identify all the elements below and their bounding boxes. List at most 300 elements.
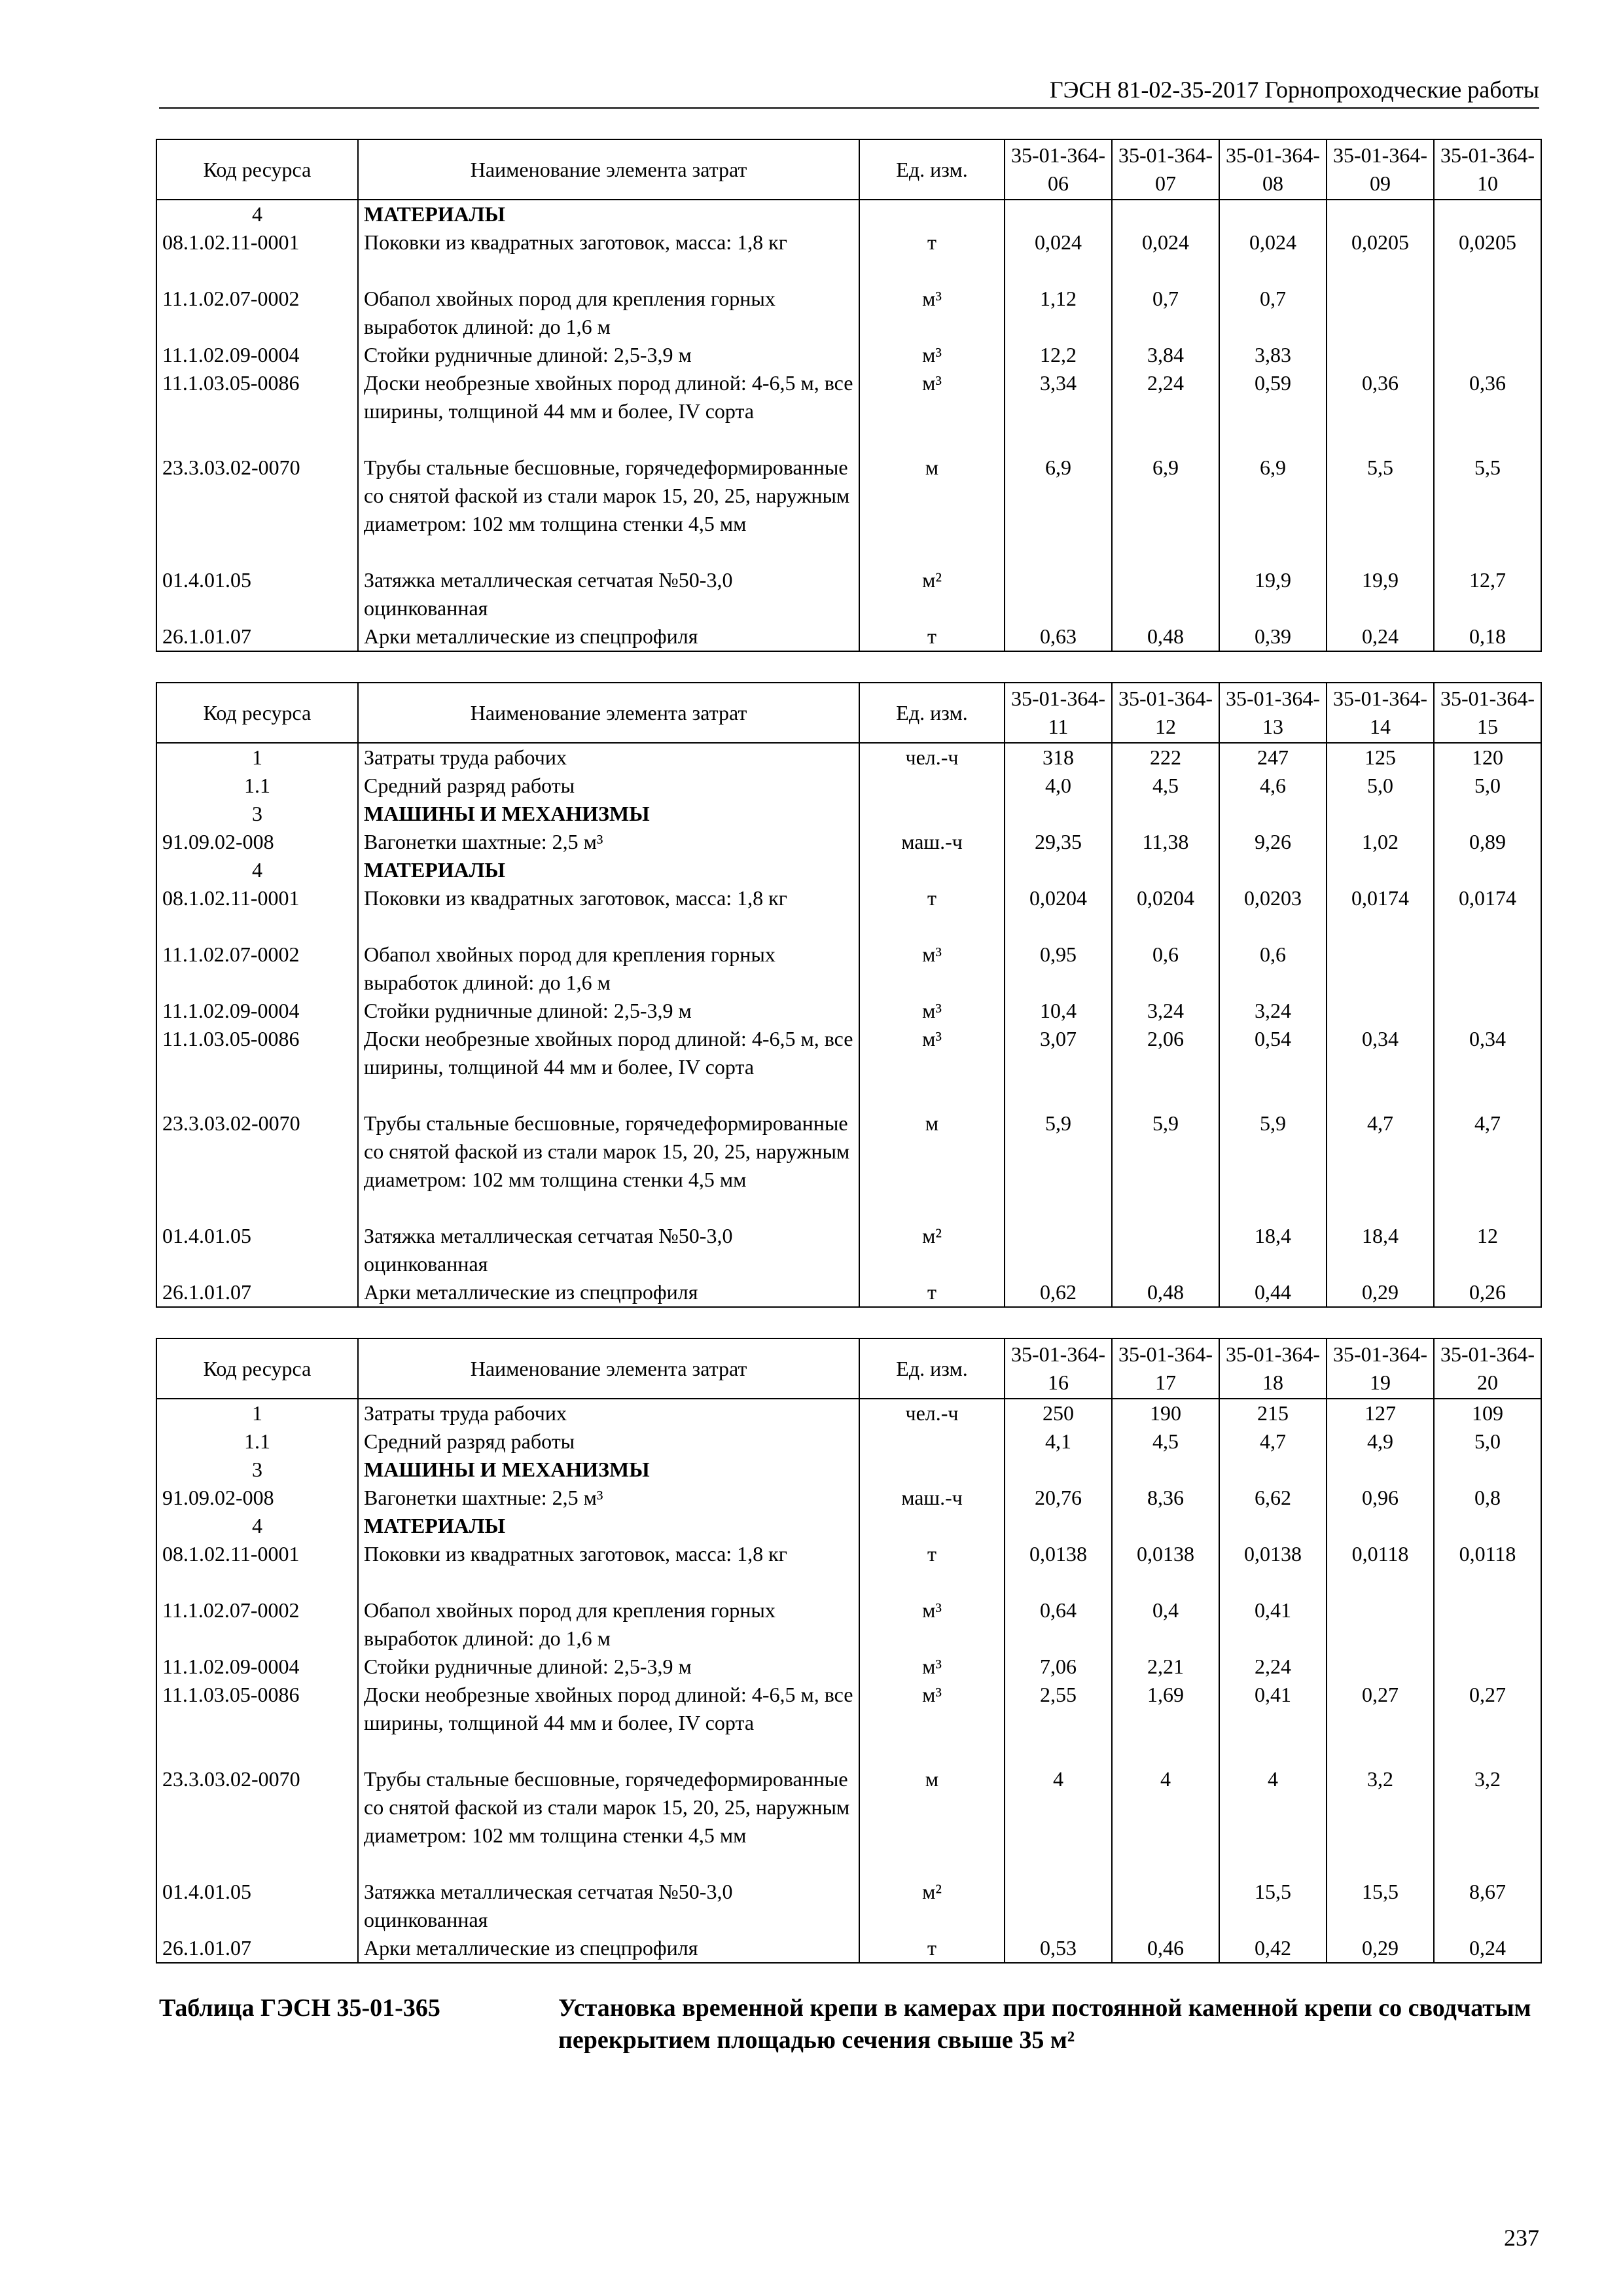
section-row xyxy=(156,200,1541,228)
resource-code: 1 xyxy=(156,1399,358,1427)
header-name: Наименование элемента затрат xyxy=(358,139,859,200)
value-cell: 4,6 xyxy=(1219,772,1327,800)
resource-code: 26.1.01.07 xyxy=(156,1934,358,1963)
value-cell: 0,34 xyxy=(1327,1025,1434,1109)
value-cell: 18,4 xyxy=(1219,1222,1327,1278)
resource-code: 23.3.03.02-0070 xyxy=(156,454,358,566)
resource-row xyxy=(156,1540,1541,1596)
table-body xyxy=(156,1399,1541,1963)
resource-name: Затяжка металлическая сетчатая №50-3,0 оцинкованная xyxy=(358,1222,859,1278)
resource-code: 3 xyxy=(156,800,358,828)
value-cell xyxy=(1005,800,1112,828)
value-cell: 12 xyxy=(1434,1222,1541,1278)
resource-code: 91.09.02-008 xyxy=(156,828,358,856)
unit-cell: чел.-ч xyxy=(859,743,1005,772)
header-unit: Ед. изм. xyxy=(859,1338,1005,1399)
value-cell: 127 xyxy=(1327,1399,1434,1427)
header-name: Наименование элемента затрат xyxy=(358,1338,859,1399)
unit-cell: м² xyxy=(859,1222,1005,1278)
resource-name: Поковки из квадратных заготовок, масса: 1,8 кг xyxy=(358,228,859,285)
resource-row xyxy=(156,1765,1541,1878)
value-cell: 2,06 xyxy=(1112,1025,1219,1109)
header-norm-code: 35-01-364-11 xyxy=(1005,683,1112,743)
header-code: Код ресурса xyxy=(156,683,358,743)
unit-cell: маш.-ч xyxy=(859,828,1005,856)
section-title: МАТЕРИАЛЫ xyxy=(358,200,859,228)
value-cell: 120 xyxy=(1434,743,1541,772)
resource-code: 1.1 xyxy=(156,1427,358,1456)
value-cell: 0,0204 xyxy=(1005,884,1112,941)
unit-cell: т xyxy=(859,1934,1005,1963)
value-cell: 3,34 xyxy=(1005,369,1112,454)
value-cell: 0,0118 xyxy=(1434,1540,1541,1596)
value-cell: 1,69 xyxy=(1112,1681,1219,1765)
resource-name: Стойки рудничные длиной: 2,5-3,9 м xyxy=(358,997,859,1025)
resource-code: 11.1.02.09-0004 xyxy=(156,997,358,1025)
resource-code: 08.1.02.11-0001 xyxy=(156,1540,358,1596)
value-cell: 5,9 xyxy=(1112,1109,1219,1222)
unit-cell: м² xyxy=(859,566,1005,622)
resource-row xyxy=(156,1399,1541,1427)
value-cell: 2,21 xyxy=(1112,1653,1219,1681)
resource-row xyxy=(156,1934,1541,1963)
value-cell: 0,48 xyxy=(1112,1278,1219,1307)
value-cell: 5,5 xyxy=(1434,454,1541,566)
value-cell: 0,024 xyxy=(1005,228,1112,285)
table-header-row xyxy=(156,139,1541,200)
value-cell: 4,5 xyxy=(1112,1427,1219,1456)
value-cell: 19,9 xyxy=(1327,566,1434,622)
resource-code: 91.09.02-008 xyxy=(156,1484,358,1512)
value-cell xyxy=(1327,285,1434,341)
resource-row xyxy=(156,772,1541,800)
value-cell xyxy=(1434,800,1541,828)
table-body xyxy=(156,743,1541,1307)
header-norm-code: 35-01-364-06 xyxy=(1005,139,1112,200)
value-cell: 4,7 xyxy=(1327,1109,1434,1222)
value-cell: 109 xyxy=(1434,1399,1541,1427)
resource-code: 08.1.02.11-0001 xyxy=(156,884,358,941)
value-cell: 4,7 xyxy=(1434,1109,1541,1222)
section-title: МАТЕРИАЛЫ xyxy=(358,1512,859,1540)
value-cell: 4,5 xyxy=(1112,772,1219,800)
resource-name: Арки металлические из спецпрофиля xyxy=(358,622,859,651)
value-cell: 0,29 xyxy=(1327,1278,1434,1307)
value-cell: 3,83 xyxy=(1219,341,1327,369)
resource-name: Трубы стальные бесшовные, горячедеформированные со снятой фаской из стали марок 15, 20, 25, наружным диаметром: 102 мм толщина стенки 4,5 мм xyxy=(358,1109,859,1222)
header-norm-code: 35-01-364-08 xyxy=(1219,139,1327,200)
unit-cell: м² xyxy=(859,1878,1005,1934)
value-cell: 4,7 xyxy=(1219,1427,1327,1456)
value-cell: 0,0138 xyxy=(1112,1540,1219,1596)
value-cell xyxy=(1005,566,1112,622)
value-cell xyxy=(1434,200,1541,228)
value-cell xyxy=(1005,856,1112,884)
value-cell: 8,36 xyxy=(1112,1484,1219,1512)
value-cell: 2,24 xyxy=(1112,369,1219,454)
value-cell: 18,4 xyxy=(1327,1222,1434,1278)
header-norm-code: 35-01-364-16 xyxy=(1005,1338,1112,1399)
value-cell: 29,35 xyxy=(1005,828,1112,856)
value-cell: 0,46 xyxy=(1112,1934,1219,1963)
value-cell: 0,27 xyxy=(1327,1681,1434,1765)
unit-cell: м³ xyxy=(859,285,1005,341)
resource-name: Трубы стальные бесшовные, горячедеформированные со снятой фаской из стали марок 15, 20, 25, наружным диаметром: 102 мм толщина стенки 4,5 мм xyxy=(358,454,859,566)
unit-cell xyxy=(859,1512,1005,1540)
value-cell: 0,8 xyxy=(1434,1484,1541,1512)
value-cell xyxy=(1005,1456,1112,1484)
unit-cell: м³ xyxy=(859,997,1005,1025)
value-cell xyxy=(1434,285,1541,341)
unit-cell: т xyxy=(859,622,1005,651)
unit-cell xyxy=(859,200,1005,228)
resource-code: 11.1.02.07-0002 xyxy=(156,941,358,997)
value-cell: 12,2 xyxy=(1005,341,1112,369)
value-cell: 9,26 xyxy=(1219,828,1327,856)
resource-code: 26.1.01.07 xyxy=(156,1278,358,1307)
header-code: Код ресурса xyxy=(156,1338,358,1399)
section-row xyxy=(156,1456,1541,1484)
value-cell: 0,0174 xyxy=(1327,884,1434,941)
unit-cell: м³ xyxy=(859,1596,1005,1653)
value-cell: 0,89 xyxy=(1434,828,1541,856)
resource-name: Затраты труда рабочих xyxy=(358,1399,859,1427)
value-cell xyxy=(1005,1878,1112,1934)
value-cell: 0,64 xyxy=(1005,1596,1112,1653)
unit-cell: м³ xyxy=(859,1653,1005,1681)
value-cell: 1,12 xyxy=(1005,285,1112,341)
resource-code: 11.1.03.05-0086 xyxy=(156,1681,358,1765)
value-cell: 222 xyxy=(1112,743,1219,772)
value-cell: 3,24 xyxy=(1112,997,1219,1025)
unit-cell: т xyxy=(859,228,1005,285)
table-header-row xyxy=(156,683,1541,743)
resource-name: Обапол хвойных пород для крепления горных выработок длиной: до 1,6 м xyxy=(358,285,859,341)
unit-cell: маш.-ч xyxy=(859,1484,1005,1512)
value-cell: 0,96 xyxy=(1327,1484,1434,1512)
value-cell: 4 xyxy=(1219,1765,1327,1878)
value-cell: 5,0 xyxy=(1434,1427,1541,1456)
norms-table-2 xyxy=(156,682,1542,1308)
value-cell xyxy=(1112,1512,1219,1540)
value-cell: 15,5 xyxy=(1327,1878,1434,1934)
value-cell: 19,9 xyxy=(1219,566,1327,622)
unit-cell xyxy=(859,1456,1005,1484)
header-rule xyxy=(159,107,1539,109)
value-cell: 7,06 xyxy=(1005,1653,1112,1681)
value-cell: 4,0 xyxy=(1005,772,1112,800)
unit-cell: чел.-ч xyxy=(859,1399,1005,1427)
value-cell: 4,9 xyxy=(1327,1427,1434,1456)
value-cell: 0,27 xyxy=(1434,1681,1541,1765)
value-cell: 6,9 xyxy=(1005,454,1112,566)
value-cell xyxy=(1112,856,1219,884)
unit-cell: м³ xyxy=(859,941,1005,997)
header-norm-code: 35-01-364-10 xyxy=(1434,139,1541,200)
value-cell xyxy=(1005,200,1112,228)
resource-name: Затяжка металлическая сетчатая №50-3,0 оцинкованная xyxy=(358,566,859,622)
header-norm-code: 35-01-364-19 xyxy=(1327,1338,1434,1399)
unit-cell: м xyxy=(859,454,1005,566)
value-cell xyxy=(1112,1222,1219,1278)
value-cell xyxy=(1434,941,1541,997)
resource-name: Средний разряд работы xyxy=(358,1427,859,1456)
resource-code: 11.1.03.05-0086 xyxy=(156,369,358,454)
resource-code: 11.1.02.07-0002 xyxy=(156,1596,358,1653)
value-cell: 4 xyxy=(1112,1765,1219,1878)
value-cell: 0,95 xyxy=(1005,941,1112,997)
value-cell: 0,7 xyxy=(1112,285,1219,341)
value-cell: 0,26 xyxy=(1434,1278,1541,1307)
value-cell xyxy=(1327,856,1434,884)
resource-code: 1 xyxy=(156,743,358,772)
page-number: 237 xyxy=(1504,2225,1539,2251)
resource-code: 23.3.03.02-0070 xyxy=(156,1109,358,1222)
resource-code: 08.1.02.11-0001 xyxy=(156,228,358,285)
value-cell: 8,67 xyxy=(1434,1878,1541,1934)
value-cell: 250 xyxy=(1005,1399,1112,1427)
value-cell: 6,62 xyxy=(1219,1484,1327,1512)
value-cell: 2,24 xyxy=(1219,1653,1327,1681)
unit-cell xyxy=(859,800,1005,828)
value-cell: 3,2 xyxy=(1327,1765,1434,1878)
resource-name: Доски необрезные хвойных пород длиной: 4-6,5 м, все ширины, толщиной 44 мм и более, IV сорта xyxy=(358,1681,859,1765)
resource-code: 01.4.01.05 xyxy=(156,566,358,622)
value-cell: 0,0138 xyxy=(1219,1540,1327,1596)
table-caption-text: Установка временной крепи в камерах при постоянной каменной крепи со сводчатым перекрытием площадью сечения свыше 35 м² xyxy=(558,1994,1531,2054)
unit-cell: м xyxy=(859,1109,1005,1222)
value-cell xyxy=(1005,1512,1112,1540)
value-cell xyxy=(1327,1653,1434,1681)
resource-row xyxy=(156,1878,1541,1934)
value-cell: 0,18 xyxy=(1434,622,1541,651)
resource-name: Средний разряд работы xyxy=(358,772,859,800)
resource-code: 11.1.02.07-0002 xyxy=(156,285,358,341)
value-cell: 0,6 xyxy=(1112,941,1219,997)
value-cell: 0,24 xyxy=(1327,622,1434,651)
resource-code: 11.1.02.09-0004 xyxy=(156,1653,358,1681)
resource-row xyxy=(156,454,1541,566)
resource-name: Вагонетки шахтные: 2,5 м³ xyxy=(358,828,859,856)
table-header-row xyxy=(156,1338,1541,1399)
resource-code: 11.1.03.05-0086 xyxy=(156,1025,358,1109)
value-cell: 12,7 xyxy=(1434,566,1541,622)
value-cell xyxy=(1219,1456,1327,1484)
value-cell: 3,07 xyxy=(1005,1025,1112,1109)
value-cell: 0,42 xyxy=(1219,1934,1327,1963)
section-title: МАШИНЫ И МЕХАНИЗМЫ xyxy=(358,1456,859,1484)
value-cell: 0,0205 xyxy=(1434,228,1541,285)
resource-name: Затраты труда рабочих xyxy=(358,743,859,772)
value-cell: 0,7 xyxy=(1219,285,1327,341)
value-cell: 0,59 xyxy=(1219,369,1327,454)
value-cell: 10,4 xyxy=(1005,997,1112,1025)
value-cell: 1,02 xyxy=(1327,828,1434,856)
unit-cell: м³ xyxy=(859,1025,1005,1109)
resource-code: 01.4.01.05 xyxy=(156,1222,358,1278)
value-cell: 247 xyxy=(1219,743,1327,772)
section-row xyxy=(156,800,1541,828)
value-cell: 0,34 xyxy=(1434,1025,1541,1109)
header-unit: Ед. изм. xyxy=(859,139,1005,200)
value-cell: 0,39 xyxy=(1219,622,1327,651)
value-cell xyxy=(1327,997,1434,1025)
value-cell xyxy=(1327,1456,1434,1484)
value-cell: 0,54 xyxy=(1219,1025,1327,1109)
value-cell: 15,5 xyxy=(1219,1878,1327,1934)
section-title: МАШИНЫ И МЕХАНИЗМЫ xyxy=(358,800,859,828)
value-cell xyxy=(1434,1596,1541,1653)
resource-code: 4 xyxy=(156,200,358,228)
section-row xyxy=(156,856,1541,884)
header-norm-code: 35-01-364-09 xyxy=(1327,139,1434,200)
resource-code: 3 xyxy=(156,1456,358,1484)
value-cell: 0,0174 xyxy=(1434,884,1541,941)
resource-row xyxy=(156,1596,1541,1653)
resource-name: Арки металлические из спецпрофиля xyxy=(358,1278,859,1307)
resource-code: 4 xyxy=(156,1512,358,1540)
resource-row xyxy=(156,1109,1541,1222)
value-cell xyxy=(1434,1512,1541,1540)
value-cell xyxy=(1434,997,1541,1025)
header-code: Код ресурса xyxy=(156,139,358,200)
value-cell xyxy=(1219,200,1327,228)
resource-row xyxy=(156,341,1541,369)
resource-name: Трубы стальные бесшовные, горячедеформированные со снятой фаской из стали марок 15, 20, 25, наружным диаметром: 102 мм толщина стенки 4,5 мм xyxy=(358,1765,859,1878)
value-cell xyxy=(1434,856,1541,884)
resource-row xyxy=(156,1681,1541,1765)
resource-name: Затяжка металлическая сетчатая №50-3,0 оцинкованная xyxy=(358,1878,859,1934)
resource-code: 4 xyxy=(156,856,358,884)
value-cell: 0,024 xyxy=(1112,228,1219,285)
unit-cell: м³ xyxy=(859,341,1005,369)
value-cell: 0,0205 xyxy=(1327,228,1434,285)
header-norm-code: 35-01-364-15 xyxy=(1434,683,1541,743)
resource-name: Обапол хвойных пород для крепления горных выработок длиной: до 1,6 м xyxy=(358,941,859,997)
value-cell xyxy=(1434,341,1541,369)
unit-cell: м³ xyxy=(859,1681,1005,1765)
header-norm-code: 35-01-364-07 xyxy=(1112,139,1219,200)
value-cell: 0,0118 xyxy=(1327,1540,1434,1596)
header-norm-code: 35-01-364-20 xyxy=(1434,1338,1541,1399)
value-cell xyxy=(1434,1653,1541,1681)
resource-row xyxy=(156,1025,1541,1109)
value-cell: 3,84 xyxy=(1112,341,1219,369)
value-cell: 0,6 xyxy=(1219,941,1327,997)
resource-row xyxy=(156,566,1541,622)
value-cell xyxy=(1219,1512,1327,1540)
value-cell: 0,24 xyxy=(1434,1934,1541,1963)
value-cell: 0,41 xyxy=(1219,1681,1327,1765)
value-cell xyxy=(1327,341,1434,369)
value-cell xyxy=(1327,200,1434,228)
value-cell: 6,9 xyxy=(1112,454,1219,566)
value-cell: 0,024 xyxy=(1219,228,1327,285)
resource-name: Стойки рудничные длиной: 2,5-3,9 м xyxy=(358,1653,859,1681)
resource-code: 26.1.01.07 xyxy=(156,622,358,651)
resource-name: Доски необрезные хвойных пород длиной: 4-6,5 м, все ширины, толщиной 44 мм и более, IV сорта xyxy=(358,369,859,454)
value-cell xyxy=(1219,800,1327,828)
resource-code: 1.1 xyxy=(156,772,358,800)
resource-row xyxy=(156,884,1541,941)
value-cell xyxy=(1112,566,1219,622)
resource-name: Доски необрезные хвойных пород длиной: 4-6,5 м, все ширины, толщиной 44 мм и более, IV сорта xyxy=(358,1025,859,1109)
resource-name: Арки металлические из спецпрофиля xyxy=(358,1934,859,1963)
section-title: МАТЕРИАЛЫ xyxy=(358,856,859,884)
resource-row xyxy=(156,743,1541,772)
value-cell: 0,36 xyxy=(1434,369,1541,454)
unit-cell xyxy=(859,772,1005,800)
value-cell: 0,44 xyxy=(1219,1278,1327,1307)
resource-code: 01.4.01.05 xyxy=(156,1878,358,1934)
header-norm-code: 35-01-364-14 xyxy=(1327,683,1434,743)
header-name: Наименование элемента затрат xyxy=(358,683,859,743)
header-norm-code: 35-01-364-18 xyxy=(1219,1338,1327,1399)
value-cell: 190 xyxy=(1112,1399,1219,1427)
value-cell: 0,29 xyxy=(1327,1934,1434,1963)
resource-row xyxy=(156,1484,1541,1512)
value-cell xyxy=(1112,1456,1219,1484)
value-cell xyxy=(1434,1456,1541,1484)
header-norm-code: 35-01-364-17 xyxy=(1112,1338,1219,1399)
header-norm-code: 35-01-364-12 xyxy=(1112,683,1219,743)
header-norm-code: 35-01-364-13 xyxy=(1219,683,1327,743)
resource-row xyxy=(156,228,1541,285)
unit-cell xyxy=(859,1427,1005,1456)
section-row xyxy=(156,1512,1541,1540)
value-cell: 5,5 xyxy=(1327,454,1434,566)
value-cell: 5,0 xyxy=(1327,772,1434,800)
value-cell: 318 xyxy=(1005,743,1112,772)
value-cell: 2,55 xyxy=(1005,1681,1112,1765)
value-cell: 5,0 xyxy=(1434,772,1541,800)
value-cell: 5,9 xyxy=(1005,1109,1112,1222)
resource-row xyxy=(156,941,1541,997)
table-caption-label: Таблица ГЭСН 35-01-365 xyxy=(159,1994,440,2022)
resource-row xyxy=(156,369,1541,454)
resource-name: Обапол хвойных пород для крепления горных выработок длиной: до 1,6 м xyxy=(358,1596,859,1653)
value-cell: 0,53 xyxy=(1005,1934,1112,1963)
resource-row xyxy=(156,285,1541,341)
value-cell xyxy=(1112,200,1219,228)
resource-row xyxy=(156,622,1541,651)
value-cell: 0,62 xyxy=(1005,1278,1112,1307)
value-cell: 0,4 xyxy=(1112,1596,1219,1653)
value-cell xyxy=(1219,856,1327,884)
resource-name: Поковки из квадратных заготовок, масса: 1,8 кг xyxy=(358,1540,859,1596)
unit-cell: т xyxy=(859,1540,1005,1596)
resource-row xyxy=(156,1222,1541,1278)
value-cell: 11,38 xyxy=(1112,828,1219,856)
value-cell xyxy=(1327,1596,1434,1653)
value-cell: 3,2 xyxy=(1434,1765,1541,1878)
resource-name: Поковки из квадратных заготовок, масса: 1,8 кг xyxy=(358,884,859,941)
running-header: ГЭСН 81-02-35-2017 Горнопроходческие работы xyxy=(1049,77,1539,103)
resource-row xyxy=(156,828,1541,856)
value-cell: 0,41 xyxy=(1219,1596,1327,1653)
value-cell: 125 xyxy=(1327,743,1434,772)
resource-name: Вагонетки шахтные: 2,5 м³ xyxy=(358,1484,859,1512)
value-cell: 0,36 xyxy=(1327,369,1434,454)
resource-code: 11.1.02.09-0004 xyxy=(156,341,358,369)
value-cell xyxy=(1327,1512,1434,1540)
header-unit: Ед. изм. xyxy=(859,683,1005,743)
value-cell: 5,9 xyxy=(1219,1109,1327,1222)
table-body xyxy=(156,200,1541,651)
value-cell: 4,1 xyxy=(1005,1427,1112,1456)
value-cell: 0,0138 xyxy=(1005,1540,1112,1596)
value-cell: 0,63 xyxy=(1005,622,1112,651)
